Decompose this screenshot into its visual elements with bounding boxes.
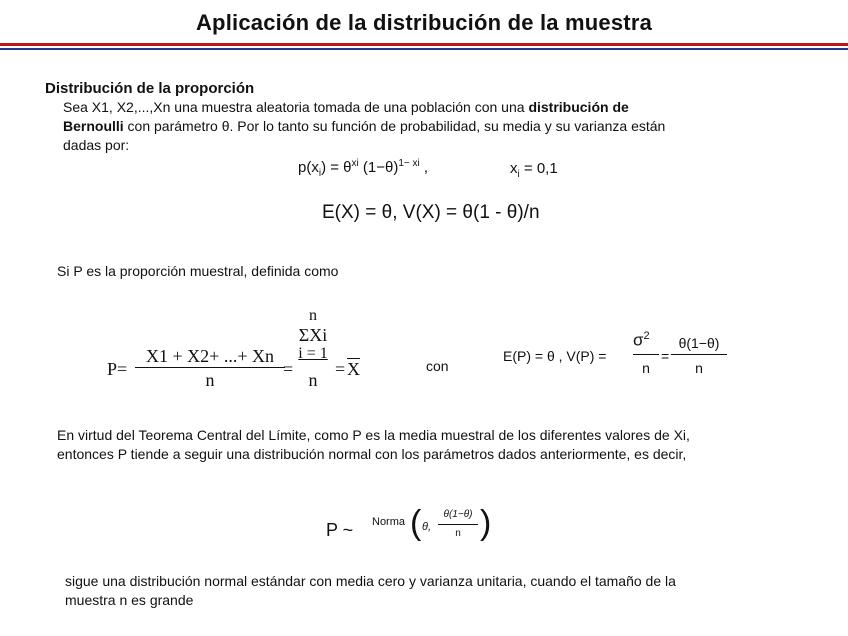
- norm-bar: [438, 524, 478, 525]
- ep-sigma: σ: [633, 330, 644, 350]
- fp-sum: ΣXi: [298, 325, 328, 345]
- fp-sum-denominator: n: [308, 370, 318, 390]
- page-title: Aplicación de la distribución de la muestra: [195, 10, 653, 35]
- norm-label: Norma: [372, 516, 406, 528]
- pmf-p: p(x: [298, 159, 319, 176]
- ep-lhs: E(P) = θ , V(P) =: [503, 348, 607, 364]
- ep-theta-num: θ(1−θ): [678, 335, 720, 351]
- section-heading: Distribución de la proporción: [45, 80, 255, 97]
- pmf-sub-i: i: [318, 168, 322, 179]
- ep-eq: =: [661, 348, 670, 364]
- pmf-comma: ,: [419, 159, 429, 176]
- formula-expectation-variance: E(X) = θ, V(X) = θ(1 - θ)/n: [322, 202, 540, 223]
- ep-bar-1: [633, 354, 659, 355]
- clt-line-1: En virtud del Teorema Central del Límite, como P es la media muestral de los diferentes valores de Xi,: [57, 427, 690, 443]
- pmf-mid: (1−θ): [358, 159, 399, 176]
- intro-bold-1: distribución de: [528, 99, 629, 115]
- formula-proportion: [107, 307, 407, 402]
- intro-paragraph: [63, 98, 823, 155]
- fp-eq: =: [283, 359, 294, 379]
- fp-lhs: P=: [107, 359, 128, 379]
- pmf-exp-2: 1− xi: [398, 158, 420, 169]
- formula-normal: [326, 506, 526, 550]
- formula-ep-vp: [503, 330, 743, 382]
- fp-sum-top: n: [309, 307, 317, 324]
- xi-label: x: [510, 160, 518, 177]
- norm-den: n: [455, 528, 461, 539]
- norm-p: P ~: [326, 520, 354, 540]
- ep-sigma-wrap: [633, 330, 650, 351]
- proportion-definition-text: Si P es la proporción muestral, definida como: [57, 263, 339, 279]
- final-line-1: sigue una distribución normal estándar con media cero y varianza unitaria, cuando el tamaño de la: [65, 573, 676, 589]
- norm-paren-right: ): [480, 504, 492, 542]
- fp-xbar: $\overline{X}$: [347, 359, 360, 379]
- fp-eq2: =: [335, 359, 346, 379]
- formula-con: con: [426, 358, 449, 374]
- xi-values: = 0,1: [519, 160, 558, 177]
- clt-paragraph: [57, 426, 837, 464]
- norm-theta: θ,: [422, 521, 432, 533]
- intro-text-3: dadas por:: [63, 137, 130, 153]
- pmf-eq: ) = θ: [321, 159, 352, 176]
- title-divider-blue: [0, 48, 848, 50]
- intro-text-1: Sea X1, X2,...,Xn una muestra aleatoria tomada de una población con una: [63, 99, 529, 115]
- final-line-2: muestra n es grande: [65, 592, 194, 608]
- formula-xi-values: [510, 160, 558, 180]
- fp-denominator: n: [205, 370, 215, 390]
- xi-sub: i: [517, 169, 520, 180]
- intro-bold-2: Bernoulli: [63, 118, 124, 134]
- fp-sum-bottom: i = 1: [298, 345, 328, 362]
- ep-n1: n: [642, 360, 650, 376]
- norm-num: θ(1−θ): [443, 509, 473, 520]
- ep-sigma-exp: 2: [643, 330, 650, 342]
- title-divider-red: [0, 43, 848, 46]
- formula-pmf: [298, 158, 428, 179]
- ep-n2: n: [695, 360, 703, 376]
- fp-numerator: X1 + X2+ ...+ Xn: [146, 346, 274, 366]
- intro-text-2: con parámetro θ. Por lo tanto su función de probabilidad, su media y su varianza están: [123, 118, 666, 134]
- fp-fraction-bar: [135, 367, 285, 368]
- final-paragraph: [65, 572, 835, 610]
- ep-bar-2: [671, 354, 727, 355]
- clt-line-2: entonces P tiende a seguir una distribución normal con los parámetros dados anteriormente, es decir,: [57, 446, 687, 462]
- norm-paren-left: (: [410, 504, 422, 542]
- pmf-exp-xi: xi: [351, 158, 359, 169]
